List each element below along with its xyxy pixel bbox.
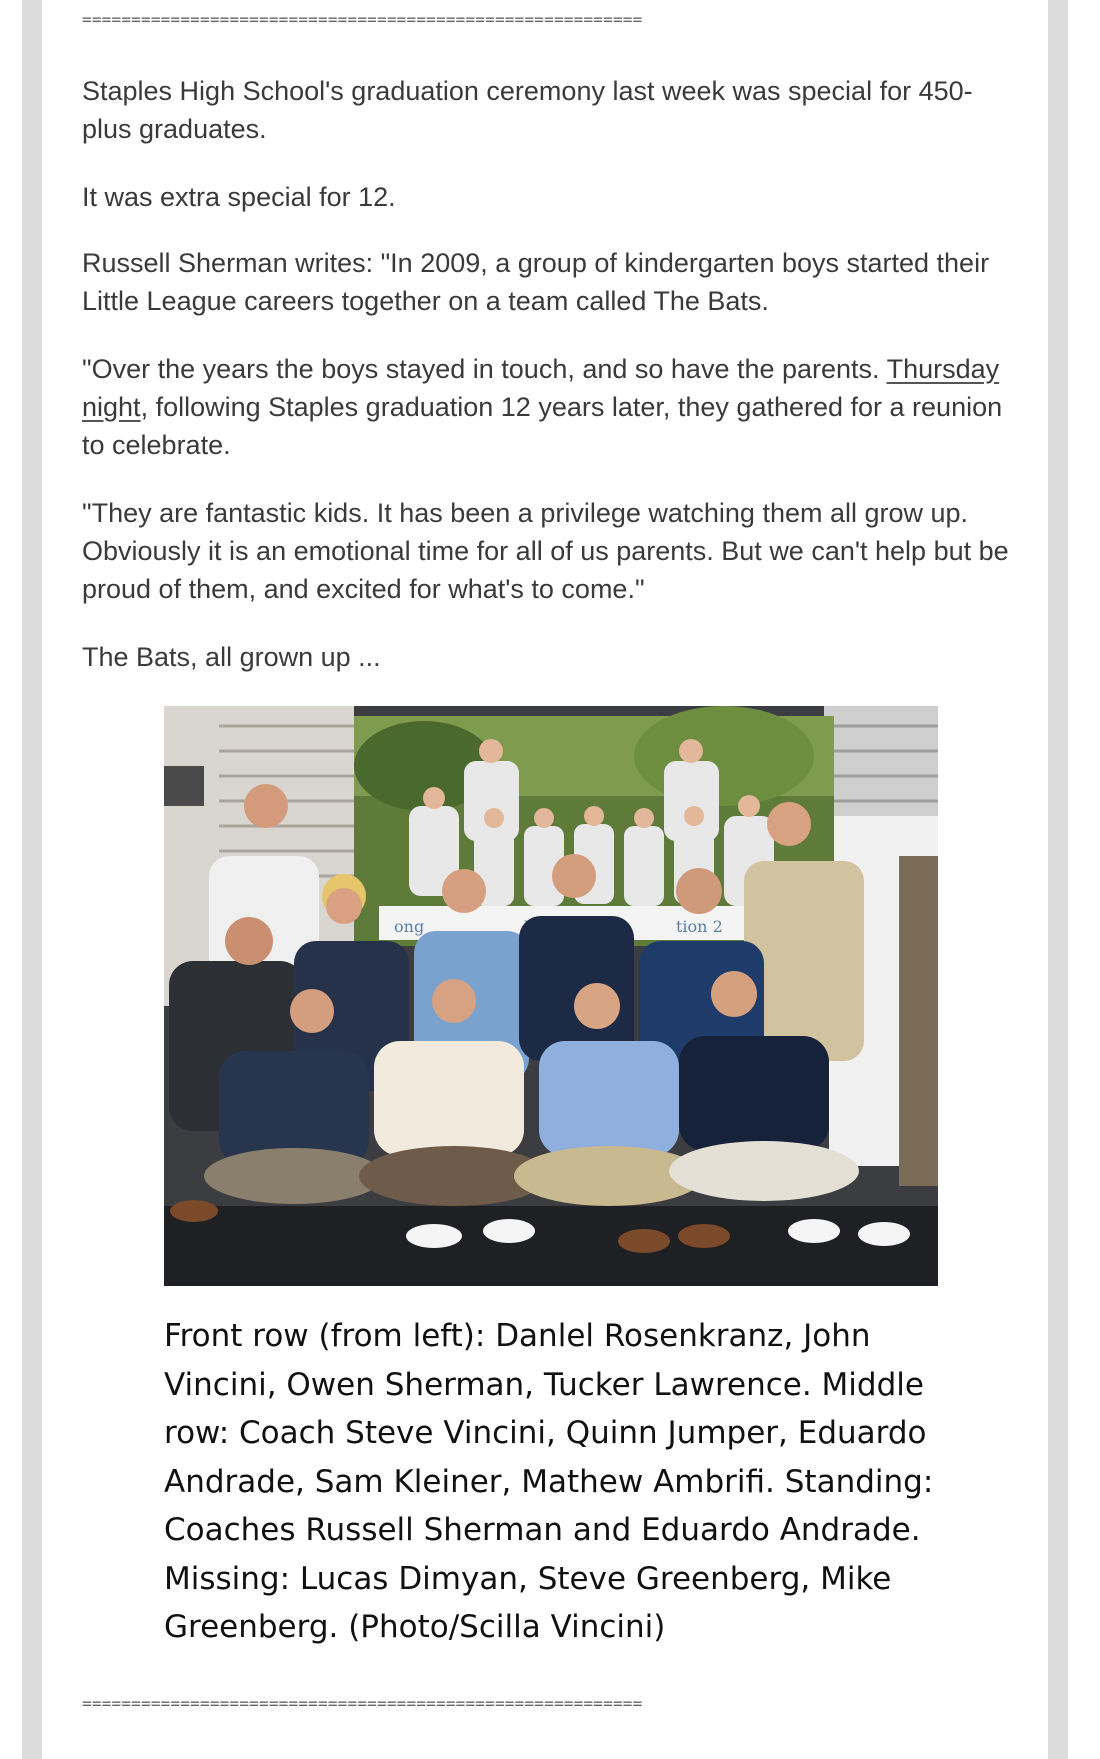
top-divider: =========================================================: [82, 10, 643, 29]
paragraph-4-start: "Over the years the boys stayed in touch, and so have the parents.: [82, 354, 887, 384]
photo-caption: Front row (from left): Danlel Rosenkranz, John Vincini, Owen Sherman, Tucker Lawrence. Middle row: Coach Steve Vincini, Quinn Jumper, Eduardo Andrade, Sam Kleiner, Mathew Ambrifi. Standing: Coaches Russell Sherman and Eduardo Andrade. Missing: Lucas Dimyan, Steve Greenberg, Mike Greenberg. (Photo/Scilla Vincini): [164, 1318, 934, 1645]
paragraph-4: [82, 350, 1012, 464]
right-gutter: [1048, 0, 1068, 1759]
paragraph-4-end: , following Staples graduation 12 years later, they gathered for a reunion to celebrate.: [82, 392, 1003, 460]
paragraph-6: The Bats, all grown up ...: [82, 642, 381, 672]
team-photo: [164, 706, 938, 1286]
left-margin: [0, 0, 22, 1759]
thursday-night-link[interactable]: Thursday night: [82, 354, 1000, 422]
banner-text-left: ong: [394, 917, 425, 936]
banner-text-right: tion 2: [676, 917, 723, 936]
paragraph-5: "They are fantastic kids. It has been a privilege watching them all grow up. Obviously it is an emotional time for all of us parents. But we can't help but be proud of them, and excited for what's to come.": [82, 498, 1009, 604]
bottom-divider: =========================================================: [82, 1694, 643, 1713]
paragraph-3: Russell Sherman writes: "In 2009, a group of kindergarten boys started their Little League careers together on a team called The Bats.: [82, 248, 990, 316]
left-gutter: [22, 0, 42, 1759]
article-content: [42, 0, 1048, 1759]
right-margin: [1068, 0, 1100, 1759]
paragraph-2: It was extra special for 12.: [82, 182, 396, 212]
team-photo-illustration: [164, 706, 938, 1286]
paragraph-1: Staples High School's graduation ceremony last week was special for 450-plus graduates.: [82, 76, 973, 144]
